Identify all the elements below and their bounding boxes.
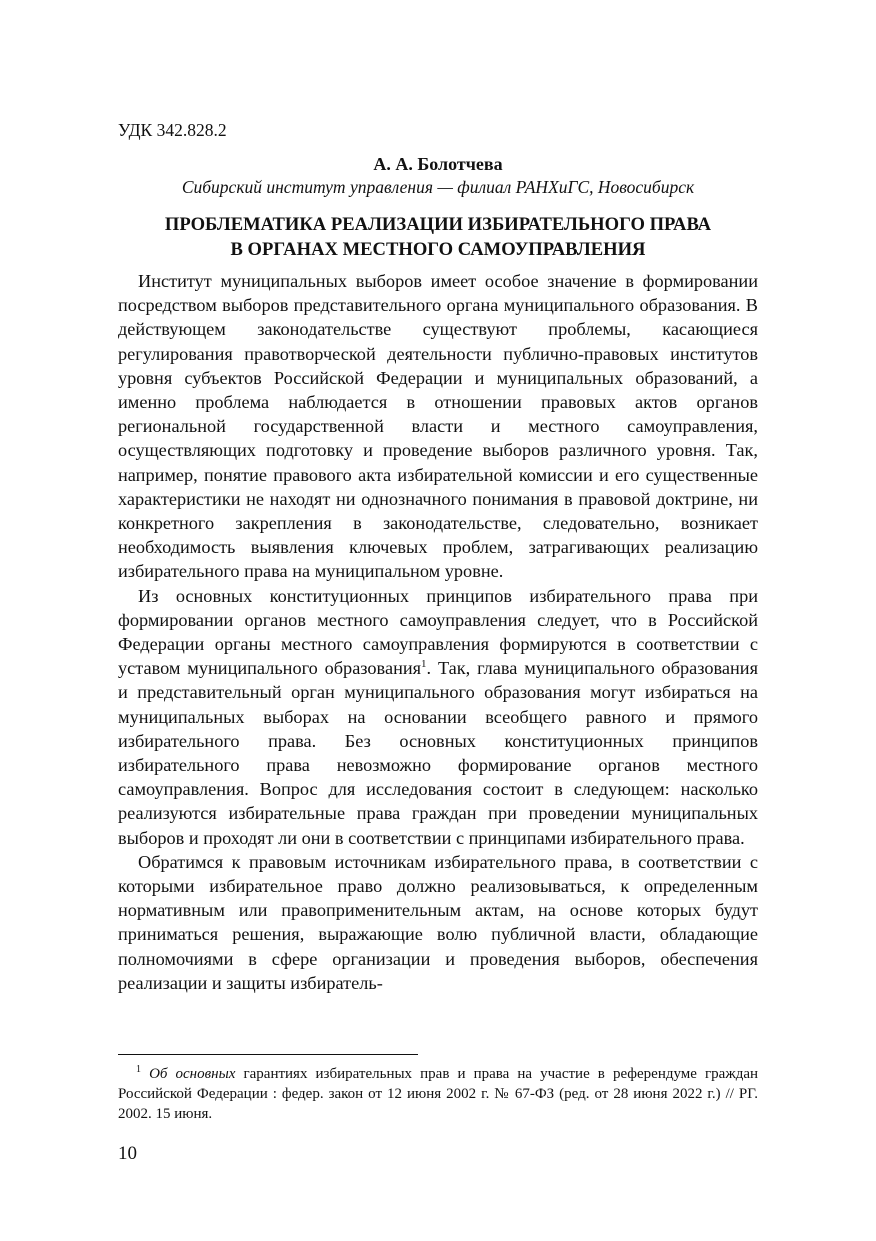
paragraph-2: [118, 584, 758, 850]
udk-code: УДК 342.828.2: [118, 120, 227, 140]
title-line-2: В ОРГАНАХ МЕСТНОГО САМОУПРАВЛЕНИЯ: [230, 239, 646, 260]
footnote-reference[interactable]: 1: [421, 658, 427, 671]
title-line-1: ПРОБЛЕМАТИКА РЕАЛИЗАЦИИ ИЗБИРАТЕЛЬНОГО ПРАВА: [164, 214, 712, 235]
paragraph-2-text-b: . Так, глава муниципального образования и представительный орган муниципального образования могут избираться на муниципальных выборах на основании всеобщего равного и прямого избирательного права. Без основных конституционных принципов избирательного права невозможно формирование органов местного самоуправления. Вопрос для исследования состоит в следующем: насколько реализуются избирательные права граждан при проведении муниципальных выборов и проходят ли они в соответствии с принципами избирательного права.: [118, 658, 758, 848]
footnote-text: гарантиях избирательных прав и права на участие в референдуме граждан Российской Федерации : федер. закон от 12 июня 2002 г. № 67-ФЗ (ред. от 28 июня 2022 г.) // РГ. 2002. 15 июня.: [118, 1066, 759, 1122]
page-number: 10: [118, 1143, 137, 1164]
paragraph-3: Обратимся к правовым источникам избирательного права, в соответствии с которыми избирательное право должно реализовываться, к определенным нормативным или правоприменительным актам, на основе которых будут приниматься решения, выражающие волю публичной власти, обладающие полномочиями в сфере организации и проведения выборов, обеспечения реализации и защиты избиратель-: [118, 851, 758, 993]
footnote: [118, 1064, 758, 1124]
article-body: [118, 269, 758, 995]
paragraph-2-text-a: Из основных конституционных принципов избирательного права при формировании органов местного самоуправления следует, что в Российской Федерации органы местного самоуправления формируются в соответствии с уставом муниципального образования: [118, 585, 758, 679]
footnote-marker: 1: [136, 1064, 141, 1075]
article-title: [118, 212, 758, 262]
paragraph-1: Институт муниципальных выборов имеет особое значение в формировании посредством выборов представительного органа муниципального образования. В действующем законодательстве существуют проблемы, касающиеся регулирования правотворческой деятельности публично-правовых институтов уровня субъектов Российской Федерации и муниципальных образований, а именно проблема наблюдается в отношении правовых актов органов региональной государственной власти и местного самоуправления, осуществляющих подготовку и проведение выборов различного уровня. Так, например, понятие правового акта избирательной комиссии и его существенные характеристики не находят ни однозначного понимания в правовой доктрине, ни конкретного закрепления в законодательстве, следовательно, возникает необходимость выявления ключевых проблем, затрагивающих реализацию избирательного права на муниципальном уровне.: [118, 271, 758, 582]
footnote-divider: [118, 1054, 418, 1055]
author-affiliation: Сибирский институт управления — филиал РАНХиГС, Новосибирск: [181, 177, 695, 197]
footnote-italic: Об основных: [149, 1066, 236, 1082]
author-name: А. А. Болотчева: [373, 154, 503, 174]
